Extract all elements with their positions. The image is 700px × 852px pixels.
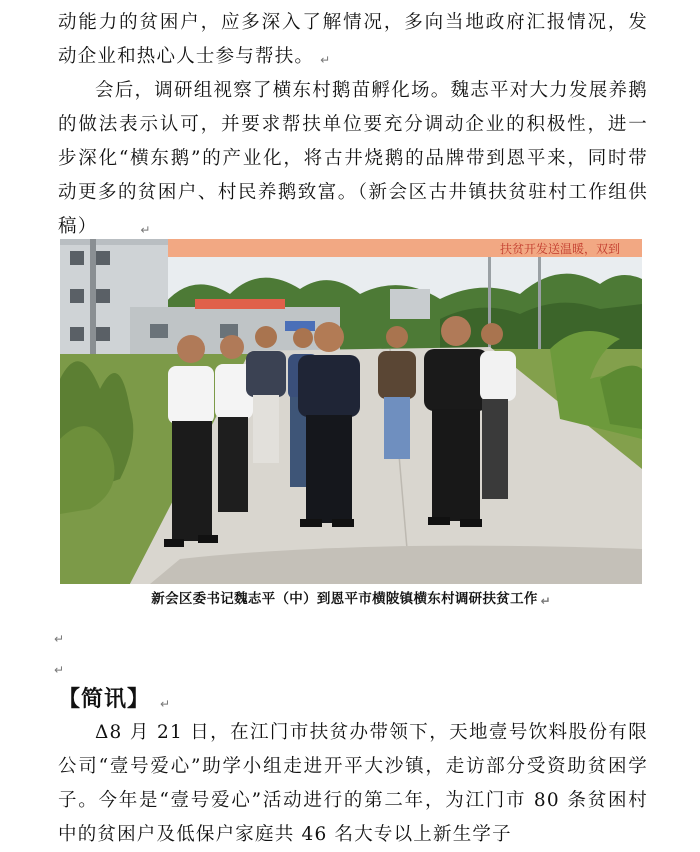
paragraph-mark: ↵ [140, 223, 151, 237]
paragraph-mark: ↵ [54, 632, 65, 646]
caption-text: 新会区委书记魏志平（中）到恩平市横陂镇横东村调研扶贫工作 [151, 591, 538, 607]
heading-text: 【简讯】 [58, 687, 151, 712]
paragraph-continued [58, 6, 648, 75]
empty-paragraph [54, 657, 74, 677]
photo-illustration [60, 239, 642, 584]
paragraph-text: Δ8 月 21 日，在江门市扶贫办带领下，天地壹号饮料股份有限公司“壹号爱心”助学小组走进开平大沙镇，走访部分受资助贫困学子。今年是“壹号爱心”活动进行的第二年，为江门市 80 条贫困村中的贫困户及低保户家庭共 46 名大专以上新生学子 [58, 722, 648, 845]
paragraph-visit-goose-farm [58, 74, 648, 245]
section-heading [58, 686, 170, 716]
paragraph-brief-news [58, 716, 648, 852]
paragraph-mark: ↵ [320, 53, 331, 67]
paragraph-mark: ↵ [160, 697, 171, 711]
paragraph-text: 动能力的贫困户，应多深入了解情况，多向当地政府汇报情况，发动企业和热心人士参与帮扶。 [58, 12, 648, 67]
paragraph-text: 会后，调研组视察了横东村鹅苗孵化场。魏志平对大力发展养鹅的做法表示认可，并要求帮扶单位要充分调动企业的积极性，进一步深化“横东鹅”的产业化，将古井烧鹅的品牌带到恩平来，同时带动更多的贫困户、村民养鹅致富。（新会区古井镇扶贫驻村工作组供稿） [58, 80, 648, 237]
photo-caption [60, 588, 642, 610]
empty-paragraph [54, 626, 74, 646]
paragraph-mark: ↵ [54, 663, 65, 677]
news-photo [60, 239, 642, 584]
paragraph-mark: ↵ [540, 594, 551, 608]
banner-text: 扶贫开发送温暖，双到 [499, 242, 620, 256]
